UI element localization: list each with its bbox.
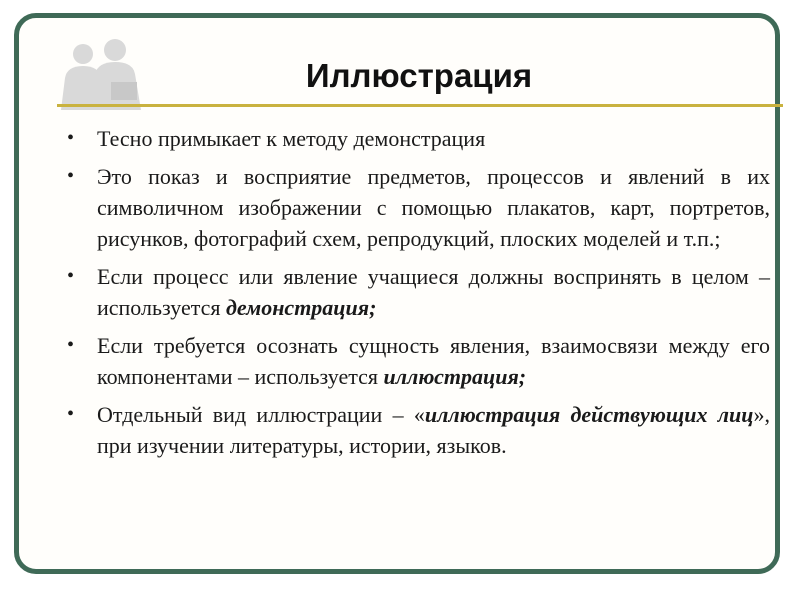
bullet-text: Отдельный вид иллюстрации – « [97,402,425,427]
bullet-emphasis: иллюстрация действующих лиц [424,402,754,427]
list-item [67,261,770,323]
bullet-text: Это показ и восприятие предметов, процессов и явлений в их символичном изображении с помощью плакатов, карт, портретов, рисунков, фотографий схем, репродукций, плоских моделей и т.п.; [97,164,770,251]
bullet-marker: • [67,165,75,187]
bullet-text-after: », при изучении литературы, истории, языков. [97,402,770,458]
bullet-marker: • [67,265,75,287]
list-item [67,123,770,154]
bullet-emphasis: демонстрация; [226,295,377,320]
bullet-marker: • [67,403,75,425]
bullet-list [67,123,770,468]
bullet-text: Если требуется осознать сущность явления, взаимосвязи между его компонентами – используется [97,333,770,389]
bullet-emphasis: иллюстрация; [383,364,527,389]
bullet-marker: • [67,334,75,356]
slide-title: Иллюстрация [305,57,533,94]
list-item [67,330,770,392]
bullet-text: Если процесс или явление учащиеся должны воспринять в целом – используется [97,264,770,320]
people-silhouette-icon [53,38,153,110]
bullet-marker: • [67,127,75,149]
slide-frame [14,13,780,574]
bullet-text: Тесно примыкает к методу демонстрация [97,126,486,151]
list-item [67,399,770,461]
title-underline [57,104,783,107]
list-item [67,161,770,254]
